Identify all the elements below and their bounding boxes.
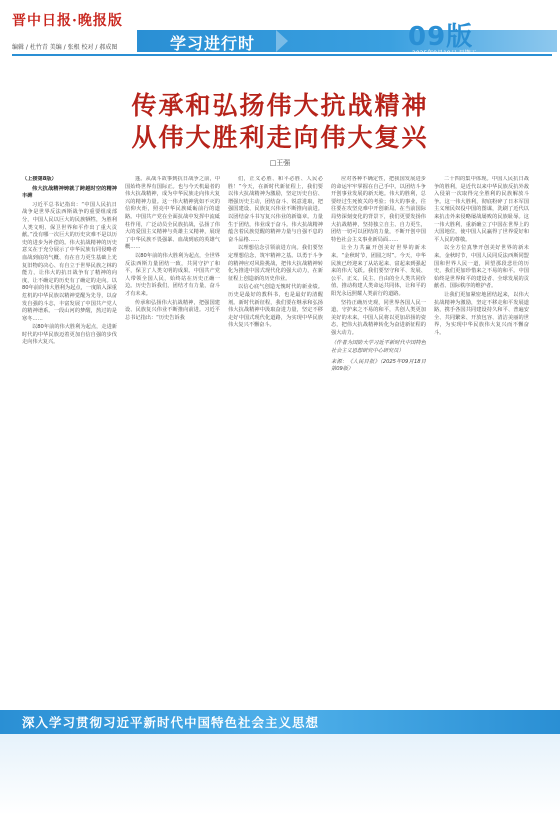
paragraph: 二十四的集中体现。中国人民抗日战争的胜利，是近代以来中华民族反抗外敌入侵第一次取得完全胜利的民族解放斗争。这一伟大胜利，彻底粉碎了日本军国主义殖民奴役中国的图谋，洗刷了近代以来抗击外来侵略屡战屡败的民族耻辱。这一伟大胜利，重新确立了中国在世界上的大国地位，使中国人民赢得了世界爱好和平人民的尊敬。 — [434, 176, 529, 243]
paragraph: 让全力共赢开创美好世界的新未来。“金秋时节，团圆之时”。今天，中华民族已经迎来了从站起来、富起来到强起来的伟大飞跃。我们要坚守和平、发展、公平、正义、民主、自由的全人类共同价值，推动构建人类命运共同体，让和平的阳光永远照耀人类前行的道路。 — [331, 245, 426, 297]
paragraph: 让我们更加紧密地团结起来，以伟大抗战精神为激励，坚定不移走和平发展道路，携手各国共同建设持久和平、普遍安全、共同繁荣、开放包容、清洁美丽的世界，为实现中华民族伟大复兴而不懈奋斗。 — [434, 291, 529, 336]
paragraph: 以理想信念引领前进方向。我们要坚定理想信念，筑牢精神之基。以勇于斗争的精神应对风险挑战，把伟大抗战精神转化为推进中国式现代化的强大动力，在新征程上创造新的历史伟业。 — [228, 245, 323, 282]
page-header — [0, 0, 560, 60]
paragraph: 以80年前的伟大胜利为起点，走进新时代的中华民族迈着更加自信自强的步伐走向伟大复兴。 — [22, 324, 117, 346]
paragraph: 应对各种不确定性，把我国发展进步的命运牢牢掌握在自己手中。以团结斗争开创事业发展的新天地。伟大的胜利，总要经过生死攸关的考验；伟大的事业，往往要在攻坚克难中开创新局。在当前国际局势深刻变化的背景下，我们更要发扬伟大抗战精神，坚持独立自主、自力更生，团结一切可以团结的力量，不断开创中国特色社会主义事业新局面…… — [331, 176, 426, 243]
paragraph: 以全方位真挚开创美好世界的新未来。金秋时节，中国人民同反法西斯同盟国和世界人民一道，回望那段悲壮的历史，我们更加珍惜来之不易的和平。中国始终是世界和平的建设者、全球发展的贡献者、国际秩序的维护者。 — [434, 245, 529, 290]
author-note: （作者为国防大学习近平新时代中国特色社会主义思想研究中心研究员） — [331, 340, 426, 355]
masthead-logo: 晋中日报·晚报版 — [12, 13, 123, 29]
section-subheading: 伟大抗战精神铸就了跨越时空的精神丰碑 — [22, 185, 117, 200]
page-number: 09版 — [408, 22, 474, 52]
paragraph: 以80年前的伟大胜利为起点，全世界反法西斯力量团结一致，共同守护了和平，保卫了人类文明的成果。中国共产党人带领全国人民，始终站在历史正确一边。历史告诉我们，团结才有力量，奋斗才有未来。 — [125, 252, 220, 297]
headline-line-2: 从伟大胜利走向伟大复兴 — [131, 123, 429, 152]
section-arrow-icon — [276, 30, 288, 52]
paragraph: 坚持正确历史观，同世界各国人民一道，守护来之不易的和平，共创人类更加美好的未来。中国人民将以更加昂扬的姿态，把伟大抗战精神转化为奋进新征程的强大动力。 — [331, 299, 426, 336]
footer-background — [0, 734, 560, 815]
article-column-4 — [331, 176, 426, 706]
article-column-1 — [22, 176, 117, 706]
bottom-banner-text: 深入学习贯彻习近平新时代中国特色社会主义思想 — [22, 715, 320, 730]
source-note: 来源：《人民日报》（2025年09月18日第09版） — [331, 358, 426, 373]
paragraph: 以信心底气创造无愧时代的新业绩。历史是最好的教科书，也是最好的清醒剂。新时代新征程，我们要在继承和弘扬伟大抗战精神中汲取奋进力量，坚定不移走好中国式现代化道路，为实现中华民族伟大复兴不懈奋斗。 — [228, 284, 323, 329]
byline: □王强 — [269, 159, 291, 167]
paragraph: 们，正义必胜、和平必胜、人民必胜！”今天，在新时代新征程上，我们要以伟大抗战精神为激励，坚定历史自信、增强历史主动，团结奋斗、锐意进取，把强国建设、民族复兴伟业不断推向前进。以团结奋斗书写复兴伟业的新篇章。力量生于团结，伟业成于奋斗。伟大抗战精神蕴含着民族觉醒的精神力量与自强不息的奋斗品格…… — [228, 176, 323, 243]
paragraph: 习近平总书记指出：“中国人民抗日战争是世界反法西斯战争的重要组成部分，中国人民以巨大的民族牺牲，为胜利人类文明、保卫世界和平作出了重大贡献。”没有哪一次巨大的历史灾难不是以历史的进步为补偿的。伟大抗战精神的历史意义在于充分展示了中华民族有同侵略者血战到底的气概、有在自力更生基础上光复旧物的决心、有自立于世界民族之林的能力，让伟大的抗日战争有了精神的向度，让不确定的历史有了确定的走向。以80年前的伟大胜利为起点，一度陷入深重危机的中华民族以精神觉醒为先导，以奋发自强的斗志，丰富发展了中国共产党人的精神谱系。一段山河的梦醒，熬过的是寒冬…… — [22, 201, 117, 322]
paragraph: 蓬。从战斗故事到抗日战争之前，中国始终世界有国际正。也与今天机最者的伟大抗战精神，成为中华民族走向伟大复兴的精神力量。这一伟大精神犹如不灭的信仰火炬，照亮中华民族砥砺前行的道路。中国共产党在全面抗战中发挥中流砥柱作用，广泛动员全民族抗战，弘扬了伟大的爱国主义精神与英雄主义精神，展现了中华民族不畏强暴、血战到底的英雄气概…… — [125, 176, 220, 251]
header-rule — [12, 54, 552, 56]
section-title: 学习进行时 — [170, 34, 256, 53]
editor-credits: 编辑 / 杜竹青 美编 / 张根 校对 / 郝成图 — [12, 44, 118, 51]
headline-line-1: 传承和弘扬伟大抗战精神 — [131, 91, 429, 120]
continued-note: （上接第8版） — [22, 176, 57, 182]
article-column-5 — [434, 176, 529, 706]
paragraph: 传承和弘扬伟大抗战精神，把强国建设、民族复兴伟业不断推向前进。习近平总书记指出：“历史告诉我 — [125, 299, 220, 321]
article-column-3 — [228, 176, 323, 706]
article-column-2 — [125, 176, 220, 706]
